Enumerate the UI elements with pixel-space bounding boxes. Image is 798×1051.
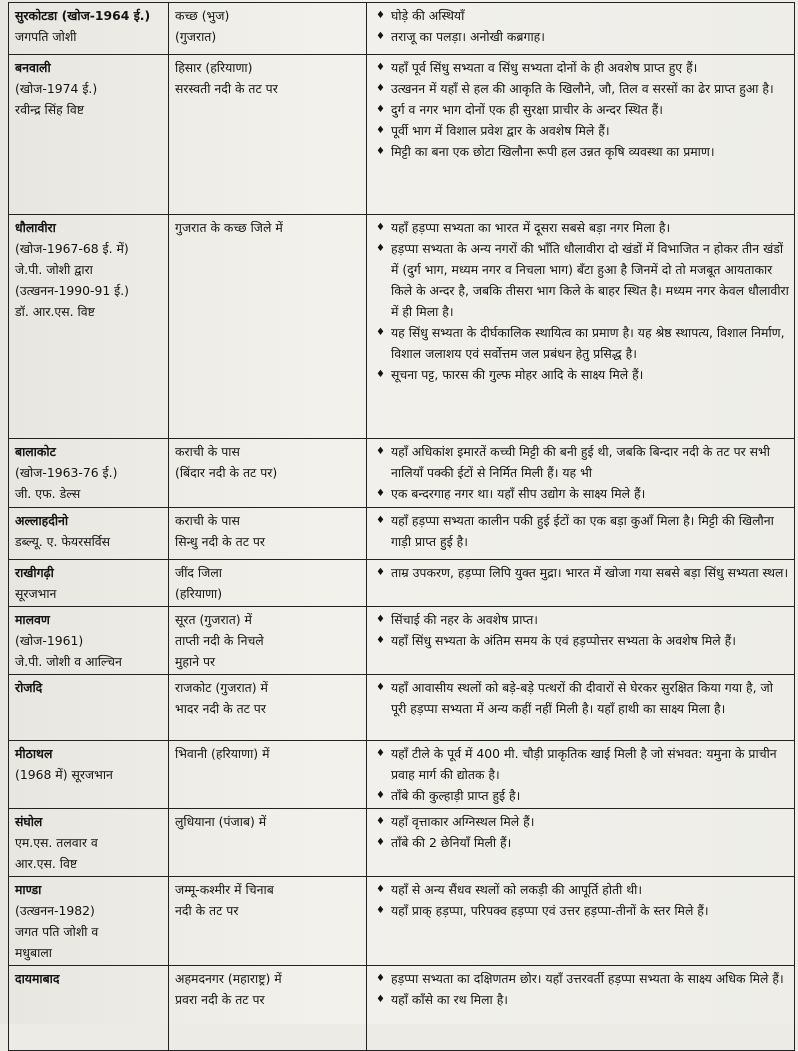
finding-item: ♦ यहाँ वृत्ताकार अग्निस्थल मिले हैं। (373, 811, 790, 832)
location-cell (169, 675, 367, 741)
site-cell (9, 809, 169, 877)
location-text: जींद जिला (175, 565, 222, 580)
findings-cell (367, 877, 795, 966)
site-name: रोजदि (15, 680, 43, 695)
findings-list (373, 677, 790, 719)
finding-item: ♦ सिंचाई की नहर के अवशेष प्राप्त। (373, 609, 790, 630)
site-detail: जे.पी. जोशी व आल्चिन (15, 654, 122, 669)
location-text: कच्छ (भुज) (175, 8, 230, 23)
site-detail: (खोज-1974 ई.) (15, 81, 98, 96)
site-detail: सूरजभान (15, 586, 57, 601)
site-detail: डॉ. आर.एस. विष्ट (15, 304, 95, 319)
location-cell (169, 55, 367, 215)
finding-item: ♦ यहाँ हड़प्पा सभ्यता का भारत में दूसरा सबसे बड़ा नगर मिला है। (373, 217, 790, 238)
location-cell (169, 508, 367, 560)
site-detail: जगत पति जोशी व (15, 924, 99, 939)
site-name: बनवाली (15, 60, 51, 75)
harappan-sites-table (8, 2, 795, 1051)
finding-item: ♦ यहाँ आवासीय स्थलों को बड़े-बड़े पत्थरों की दीवारों से घेरकर सुरक्षित किया गया है, जो पूरी हड़प्पा सभ्यता में अन्य कहीं नहीं मिली है। यहाँ हाथी का साक्ष्य मिला है। (373, 677, 790, 719)
table-row (9, 560, 795, 607)
table-row (9, 809, 795, 877)
location-text: भादर नदी के तट पर (175, 701, 266, 716)
location-text: (गुजरात) (175, 29, 217, 44)
site-name: अल्लाहदीनो (15, 513, 69, 528)
site-cell (9, 439, 169, 508)
site-detail: जी. एफ. डेल्स (15, 486, 81, 501)
site-cell (9, 741, 169, 809)
site-name: राखीगढ़ी (15, 565, 54, 580)
site-detail: जे.पी. जोशी द्वारा (15, 262, 93, 277)
finding-item: ♦ ताम्र उपकरण, हड़प्पा लिपि युक्त मुद्रा। भारत में खोजा गया सबसे बड़ा सिंधु सभ्यता स्थल। (373, 562, 790, 583)
findings-list (373, 57, 790, 162)
table-row (9, 3, 795, 55)
finding-item: ♦ सूचना पट्ट, फारस की गुल्फ मोहर आदि के साक्ष्य मिले हैं। (373, 364, 790, 385)
finding-item: ♦ उत्खनन में यहाँ से हल की आकृति के खिलौने, जौ, तिल व सरसों का ढेर प्राप्त हुआ है। (373, 78, 790, 99)
findings-cell (367, 3, 795, 55)
site-name: संघोल (15, 814, 43, 829)
location-text: अहमदनगर (महाराष्ट्र) में (175, 971, 282, 986)
finding-item: ♦ तराजू का पलड़ा। अनोखी कब्रगाह। (373, 26, 790, 47)
findings-list (373, 510, 790, 552)
table-row (9, 439, 795, 508)
location-text: मुहाने पर (175, 654, 216, 669)
table-row (9, 55, 795, 215)
finding-item: ♦ यहाँ पूर्व सिंधु सभ्यता व सिंधु सभ्यता दोनों के ही अवशेष प्राप्त हुए हैं। (373, 57, 790, 78)
site-cell (9, 3, 169, 55)
site-detail: (उत्खनन-1990-91 ई.) (15, 283, 130, 298)
location-cell (169, 215, 367, 439)
site-detail: (खोज-1961) (15, 633, 84, 648)
site-detail: रवीन्द्र सिंह विष्ट (15, 102, 84, 117)
site-detail: (उत्खनन-1982) (15, 903, 95, 918)
site-name: माण्डा (15, 882, 42, 897)
site-detail: (1968 में) सूरजभान (15, 767, 113, 782)
table-body (9, 3, 795, 1051)
site-name: दायमाबाद (15, 971, 60, 986)
location-text: ताप्ती नदी के निचले (175, 633, 264, 648)
findings-list (373, 609, 790, 651)
finding-item: ♦ यहाँ से अन्य सैंधव स्थलों को लकड़ी की आपूर्ति होती थी। (373, 879, 790, 900)
location-cell (169, 741, 367, 809)
table-row (9, 508, 795, 560)
site-name: बालाकोट (15, 444, 56, 459)
site-detail: (खोज-1963-76 ई.) (15, 465, 118, 480)
site-cell (9, 215, 169, 439)
table-row (9, 877, 795, 966)
finding-item: ♦ मिट्टी का बना एक छोटा खिलौना रूपी हल उन्नत कृषि व्यवस्था का प्रमाण। (373, 141, 790, 162)
location-text: (बिंदार नदी के तट पर) (175, 465, 278, 480)
findings-cell (367, 966, 795, 1051)
site-cell (9, 55, 169, 215)
finding-item: ♦ पूर्वी भाग में विशाल प्रवेश द्वार के अवशेष मिले हैं। (373, 120, 790, 141)
finding-item: ♦ यहाँ हड़प्पा सभ्यता कालीन पकी हुई ईटों का एक बड़ा कुआँ मिला है। मिट्टी की खिलौना गाड़ी प्राप्त हुई है। (373, 510, 790, 552)
location-text: सरस्वती नदी के तट पर (175, 81, 278, 96)
findings-cell (367, 439, 795, 508)
location-text: राजकोट (गुजरात) में (175, 680, 268, 695)
findings-cell (367, 508, 795, 560)
findings-cell (367, 215, 795, 439)
site-cell (9, 877, 169, 966)
location-text: सूरत (गुजरात) में (175, 612, 252, 627)
table-row (9, 675, 795, 741)
table-row (9, 215, 795, 439)
finding-item: ♦ हड़प्पा सभ्यता के अन्य नगरों की भाँति धौलावीरा दो खंडों में विभाजित न होकर तीन खंडों में (दुर्ग भाग, मध्यम नगर व निचला भाग) बँटा हुआ है जिनमें दो तो मजबूत आयताकार किले के अन्दर है, जबकि तीसरा भाग किले के बाहर स्थित है। मध्यम नगर केवल धौलावीरा में ही मिला है। (373, 238, 790, 322)
location-text: (हरियाणा) (175, 586, 223, 601)
finding-item: ♦ एक बन्दरगाह नगर था। यहाँ सीप उद्योग के साक्ष्य मिले हैं। (373, 483, 790, 504)
site-name: सुरकोटडा (खोज-1964 ई.) (15, 8, 151, 23)
location-text: कराची के पास (175, 444, 240, 459)
findings-list (373, 811, 790, 853)
site-name: धौलावीरा (15, 220, 56, 235)
location-text: भिवानी (हरियाणा) में (175, 746, 270, 761)
site-cell (9, 675, 169, 741)
site-detail: एम.एस. तलवार व (15, 835, 98, 850)
table-row (9, 607, 795, 675)
location-cell (169, 3, 367, 55)
findings-cell (367, 741, 795, 809)
finding-item: ♦ घोड़े की अस्थियाँ (373, 5, 790, 26)
site-detail: (खोज-1967-68 ई. में) (15, 241, 129, 256)
site-detail: डब्ल्यू. ए. फेयरसर्विस (15, 534, 111, 549)
findings-cell (367, 607, 795, 675)
finding-item: ♦ यहाँ टीले के पूर्व में 400 मी. चौड़ी प्राकृतिक खाई मिली है जो संभवत: यमुना के प्राचीन प्रवाह मार्ग की द्योतक है। (373, 743, 790, 785)
location-text: लुधियाना (पंजाब) में (175, 814, 267, 829)
findings-list (373, 5, 790, 47)
site-detail: जगपति जोशी (15, 29, 77, 44)
finding-item: ♦ यहाँ अधिकांश इमारतें कच्ची मिट्टी की बनी हुई थी, जबकि बिन्दार नदी के तट पर सभी नालियाँ पक्की ईटों से निर्मित मिली हैं। यह भी (373, 441, 790, 483)
table-row (9, 741, 795, 809)
location-cell (169, 966, 367, 1051)
location-cell (169, 560, 367, 607)
finding-item: ♦ हड़प्पा सभ्यता का दक्षिणतम छोर। यहाँ उत्तरवर्ती हड़प्पा सभ्यता के साक्ष्य अधिक मिले हैं। (373, 968, 790, 989)
location-text: जम्मू-कश्मीर में चिनाब (175, 882, 274, 897)
site-cell (9, 560, 169, 607)
finding-item: ♦ ताँबे की कुल्हाड़ी प्राप्त हुई है। (373, 785, 790, 806)
findings-cell (367, 809, 795, 877)
findings-cell (367, 55, 795, 215)
site-name: मीठाथल (15, 746, 53, 761)
finding-item: ♦ यह सिंधु सभ्यता के दीर्घकालिक स्थायित्व का प्रमाण है। यह श्रेष्ठ स्थापत्य, विशाल निर्माण, विशाल जलाशय एवं सर्वोत्तम जल प्रबंधन हेतु प्रसिद्ध है। (373, 322, 790, 364)
findings-list (373, 968, 790, 1010)
site-cell (9, 607, 169, 675)
location-text: हिसार (हरियाणा) (175, 60, 253, 75)
site-cell (9, 966, 169, 1051)
findings-list (373, 217, 790, 385)
finding-item: ♦ यहाँ काँसे का रथ मिला है। (373, 989, 790, 1010)
location-cell (169, 809, 367, 877)
table-row (9, 966, 795, 1051)
site-detail: मधुबाला (15, 945, 52, 960)
findings-list (373, 879, 790, 921)
finding-item: ♦ यहाँ प्राक् हड़प्पा, परिपक्व हड़प्पा एवं उत्तर हड़प्पा-तीनों के स्तर मिले हैं। (373, 900, 790, 921)
site-detail: आर.एस. विष्ट (15, 856, 78, 871)
findings-list (373, 743, 790, 806)
findings-list (373, 562, 790, 583)
findings-cell (367, 675, 795, 741)
site-cell (9, 508, 169, 560)
location-text: सिन्धु नदी के तट पर (175, 534, 265, 549)
findings-cell (367, 560, 795, 607)
location-cell (169, 439, 367, 508)
finding-item: ♦ ताँबे की 2 छेनियाँ मिली हैं। (373, 832, 790, 853)
location-text: नदी के तट पर (175, 903, 239, 918)
findings-list (373, 441, 790, 504)
location-cell (169, 607, 367, 675)
finding-item: ♦ यहाँ सिंधु सभ्यता के अंतिम समय के एवं हड़प्पोत्तर सभ्यता के अवशेष मिले हैं। (373, 630, 790, 651)
location-text: प्रवरा नदी के तट पर (175, 992, 265, 1007)
location-text: गुजरात के कच्छ जिले में (175, 220, 283, 235)
location-cell (169, 877, 367, 966)
finding-item: ♦ दुर्ग व नगर भाग दोनों एक ही सुरक्षा प्राचीर के अन्दर स्थित हैं। (373, 99, 790, 120)
location-text: कराची के पास (175, 513, 240, 528)
site-name: मालवण (15, 612, 50, 627)
